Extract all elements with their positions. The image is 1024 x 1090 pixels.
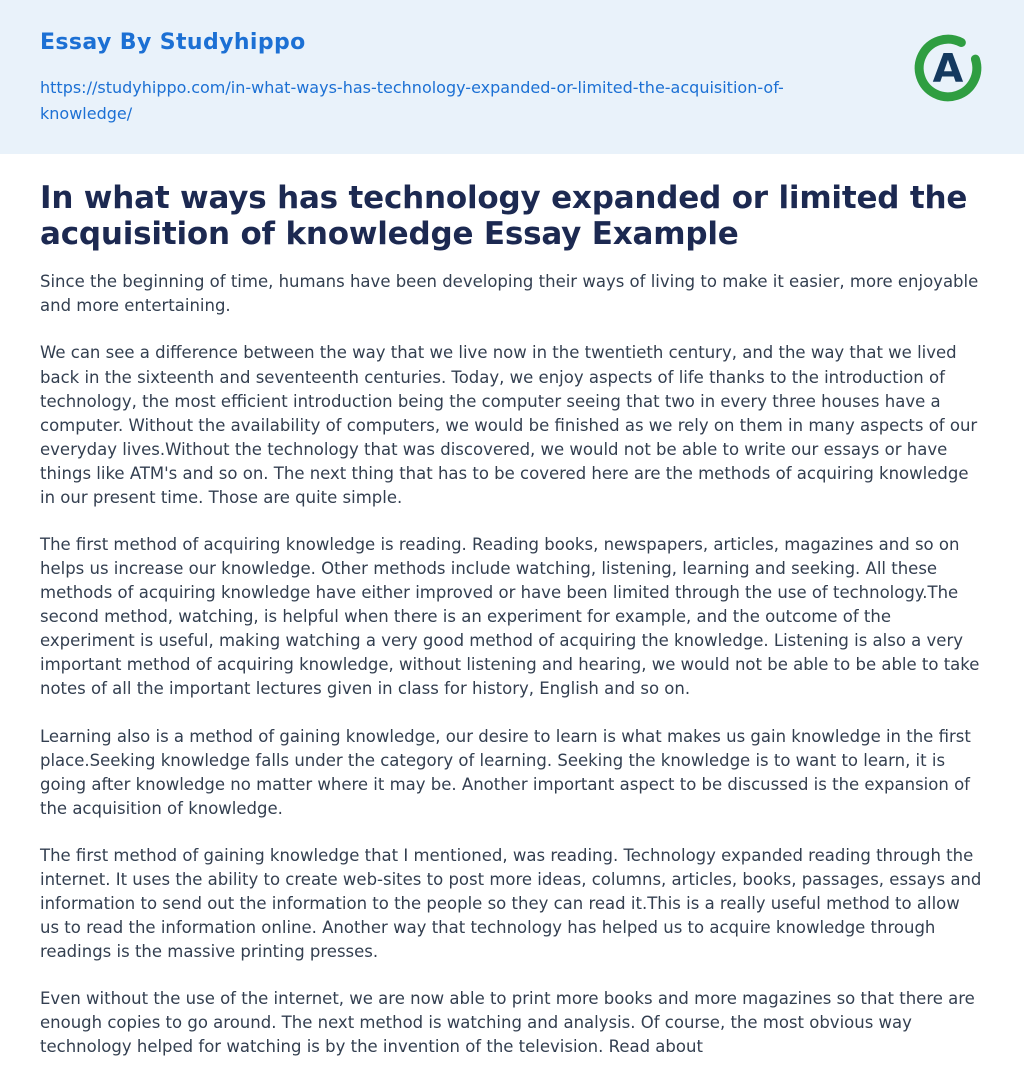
page-title: In what ways has technology expanded or limited the acquisition of knowledge Essay Example [40,179,968,253]
essay-paragraph-4: Learning also is a method of gaining knowledge, our desire to learn is what makes us gain knowledge in the first place.Seeking knowledge falls under the category of learning. Seeking the knowledge is to want to learn, it is going after knowledge no matter where it may be. Another important aspect to be discussed is the expansion of the acquisition of knowledge. [40,726,971,818]
header-text-block [40,30,830,128]
page-header [0,0,1024,154]
logo-letter: A [932,45,964,92]
essay-paragraph-1: Since the beginning of time, humans have been developing their ways of living to make it easier, more enjoyable and more entertaining. [40,272,979,316]
essay-paragraph-6: Even without the use of the internet, we are now able to print more books and more magazines so that there are enough copies to go around. The next method is watching and analysis. Of course, the most obvious way technology helped for watching is by the invention of the television. Read about [40,989,975,1057]
essay-paragraph-3: The first method of acquiring knowledge is reading. Reading books, newspapers, articles, magazines and so on helps us increase our knowledge. Other methods include watching, listening, learning and seeking. All these methods of acquiring knowledge have either improved or have been limited through the use of technology.The second method, watching, is helpful when there is an experiment for example, and the outcome of the experiment is useful, making watching a very good method of acquiring the knowledge. Listening is also a very important method of acquiring knowledge, without listening and hearing, we would not be able to be able to take notes of all the important lectures given in class for history, English and so on. [40,535,980,699]
essay-paragraph-5: The first method of gaining knowledge that I mentioned, was reading. Technology expanded reading through the internet. It uses the ability to create web-sites to post more ideas, columns, articles, books, passages, essays and information to send out the information to the people so they can read it.This is a really useful method to allow us to read the information online. Another way that technology has helped us to acquire knowledge through readings is the massive printing presses. [40,845,982,962]
essay-paragraph-2: We can see a difference between the way that we live now in the twentieth century, and the way that we lived back in the sixteenth and seventeenth centuries. Today, we enjoy aspects of life thanks to the introduction of technology, the most efficient introduction being the computer seeing that two in every three houses have a computer. Without the availability of computers, we would be finished as we rely on them in many aspects of our everyday lives.Without the technology that was discovered, we would not be able to write our essays or have things like ATM's and so on. The next thing that has to be covered here are the methods of acquiring knowledge in our present time. Those are quite simple. [40,343,978,507]
logo-a-icon [912,32,984,104]
studyhippo-logo [912,32,984,104]
article-body [0,154,1024,1090]
site-label: Essay By Studyhippo [40,30,306,55]
article-url-link[interactable]: https://studyhippo.com/in-what-ways-has-technology-expanded-or-limited-the-acquisition-of-knowledge/ [40,78,784,124]
